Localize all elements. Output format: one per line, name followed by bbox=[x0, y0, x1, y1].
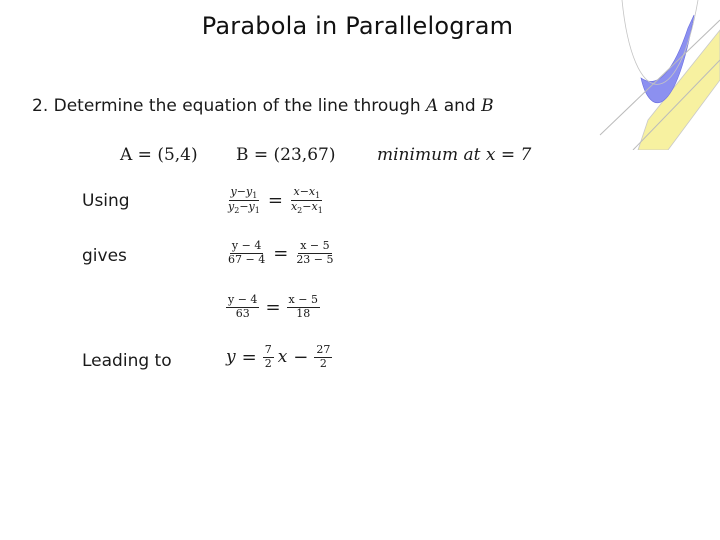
parabola-parallelogram-thumbnail bbox=[598, 0, 720, 150]
using-label: Using bbox=[82, 191, 130, 211]
point-a-label: A bbox=[426, 96, 439, 116]
step3-lhs-fraction: $\frac{y - 4}{63}$ bbox=[228, 293, 258, 320]
question-line bbox=[32, 96, 494, 116]
point-a-coordinates: A = (5,4) bbox=[120, 145, 198, 165]
page-title: Parabola in Parallelogram bbox=[201, 12, 514, 40]
line-equation-result: y = $\frac{7}{2}$ x − $\frac{27}{2}$ bbox=[226, 343, 331, 370]
intercept-fraction: $\frac{27}{2}$ bbox=[316, 343, 331, 370]
simplified-equation: $\frac{y - 4}{63}$ = $\frac{x - 5}{18}$ bbox=[228, 293, 318, 320]
two-point-formula: $\frac{y-y_1}{y_2-y_1}$ = $\frac{x-x_1}{x_2-x_1}$ bbox=[228, 185, 323, 216]
leading-to-label: Leading to bbox=[82, 351, 172, 371]
point-b-coordinates: B = (23,67) bbox=[236, 145, 336, 165]
question-text: 2. Determine the equation of the line through bbox=[32, 96, 421, 116]
step2-lhs-fraction: $\frac{y - 4}{67 - 4}$ bbox=[228, 239, 266, 266]
substituted-equation: $\frac{y - 4}{67 - 4}$ = $\frac{x - 5}{23 - 5}$ bbox=[228, 239, 334, 266]
gives-label: gives bbox=[82, 246, 127, 266]
step3-rhs-fraction: $\frac{x - 5}{18}$ bbox=[288, 293, 318, 320]
and-word: and bbox=[443, 96, 476, 116]
slope-fraction: $\frac{7}{2}$ bbox=[264, 343, 272, 370]
formula-rhs-fraction: $\frac{x-x_1}{x_2-x_1}$ bbox=[290, 185, 323, 216]
formula-lhs-fraction: $\frac{y-y_1}{y_2-y_1}$ bbox=[228, 185, 260, 216]
step2-rhs-fraction: $\frac{x - 5}{23 - 5}$ bbox=[296, 239, 334, 266]
point-b-label: B bbox=[481, 96, 494, 116]
minimum-condition: minimum at x = 7 bbox=[377, 145, 532, 165]
